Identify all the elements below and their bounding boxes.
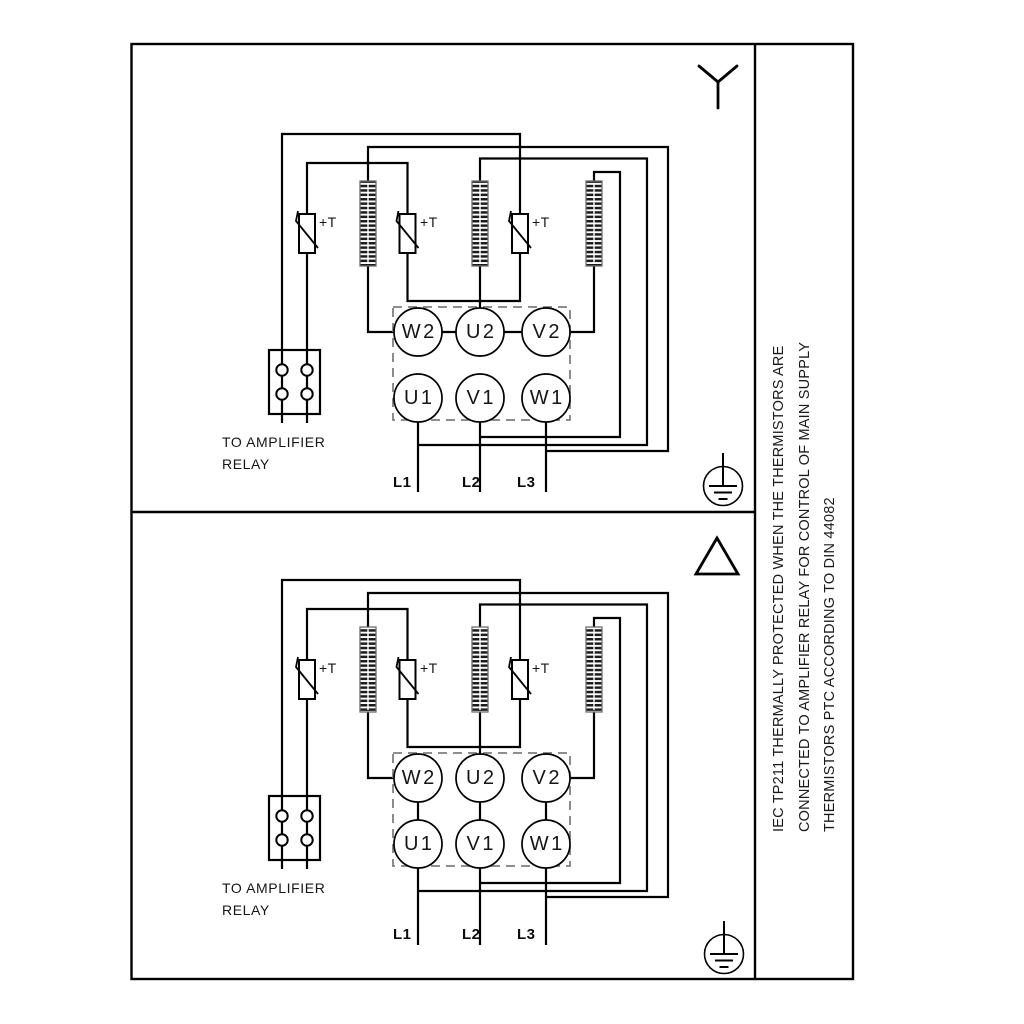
relay-pin [301,364,312,375]
motor-windings [360,181,602,266]
star-icon [699,66,737,108]
side-note-line3: THERMISTORS PTC ACCORDING TO DIN 44082 [822,497,838,832]
thermistor2-thermistor3-link [408,699,521,747]
relay-pin [276,364,287,375]
terminal-label-u2: U2 [465,321,497,343]
terminal-label-v2: V2 [532,767,562,789]
supply-label-l2: L2 [462,926,481,943]
relay-pin [301,388,312,399]
motor-windings [360,627,602,712]
winding-coil [360,627,376,712]
ground-icon [705,921,744,974]
relay-connector-box [269,796,320,860]
terminal-label-v1: V1 [466,387,496,409]
terminal-label-u1: U1 [403,833,435,855]
ptc-thermistor-symbol [296,657,318,699]
terminal-label-w1: W1 [529,833,565,855]
relay-caption-line1: TO AMPLIFIER [222,880,326,896]
relay-pin [276,388,287,399]
ground-icon [704,453,743,506]
terminal-label-u1: U1 [403,387,435,409]
winding-coil [586,181,602,266]
side-note-line2: CONNECTED TO AMPLIFIER RELAY FOR CONTROL OF MAIN SUPPLY [796,341,813,832]
terminal-label-w2: W2 [401,321,437,343]
side-note-line1: IEC TP211 THERMALLY PROTECTED WHEN THE THERMISTORS ARE [771,345,787,832]
ptc-thermistor-symbol [397,657,419,699]
ptc-thermistor-symbol [397,211,419,253]
delta-icon [696,538,738,574]
ptc-thermistor-symbol [509,211,531,253]
supply-label-l3: L3 [517,474,536,491]
winding-coil [586,627,602,712]
winding-coil [360,181,376,266]
relay-caption-line2: RELAY [222,456,270,472]
thermistor-label: +T [532,214,550,230]
supply-label-l1: L1 [393,474,412,491]
thermistor-label: +T [420,214,438,230]
supply-label-l3: L3 [517,926,536,943]
thermistor1-thermistor2-link [307,163,408,214]
winding-coil [472,627,488,712]
terminal-label-v2: V2 [532,321,562,343]
supply-label-l1: L1 [393,926,412,943]
relay-pin [276,810,287,821]
relay-caption-line1: TO AMPLIFIER [222,434,326,450]
ptc-thermistor-symbol [296,211,318,253]
terminal-label-w1: W1 [529,387,565,409]
terminal-label-w2: W2 [401,767,437,789]
relay-connector-box [269,350,320,414]
amplifier-relay-connector [269,350,320,414]
relay-pin [301,810,312,821]
side-note [767,341,845,832]
panel-star [269,66,743,506]
relay-pin [276,834,287,845]
relay-pin [301,834,312,845]
ptc-thermistor-symbol [509,657,531,699]
terminal-label-v1: V1 [466,833,496,855]
thermistor-label: +T [532,660,550,676]
winding-coil [472,181,488,266]
thermistor1-thermistor2-link [307,609,408,660]
thermistor-label: +T [319,660,337,676]
thermistor-label: +T [420,660,438,676]
thermistor2-thermistor3-link [408,253,521,301]
panel-delta [269,538,744,974]
supply-label-l2: L2 [462,474,481,491]
terminal-label-u2: U2 [465,767,497,789]
amplifier-relay-connector [269,796,320,860]
relay-caption-line2: RELAY [222,902,270,918]
thermistor-label: +T [319,214,337,230]
